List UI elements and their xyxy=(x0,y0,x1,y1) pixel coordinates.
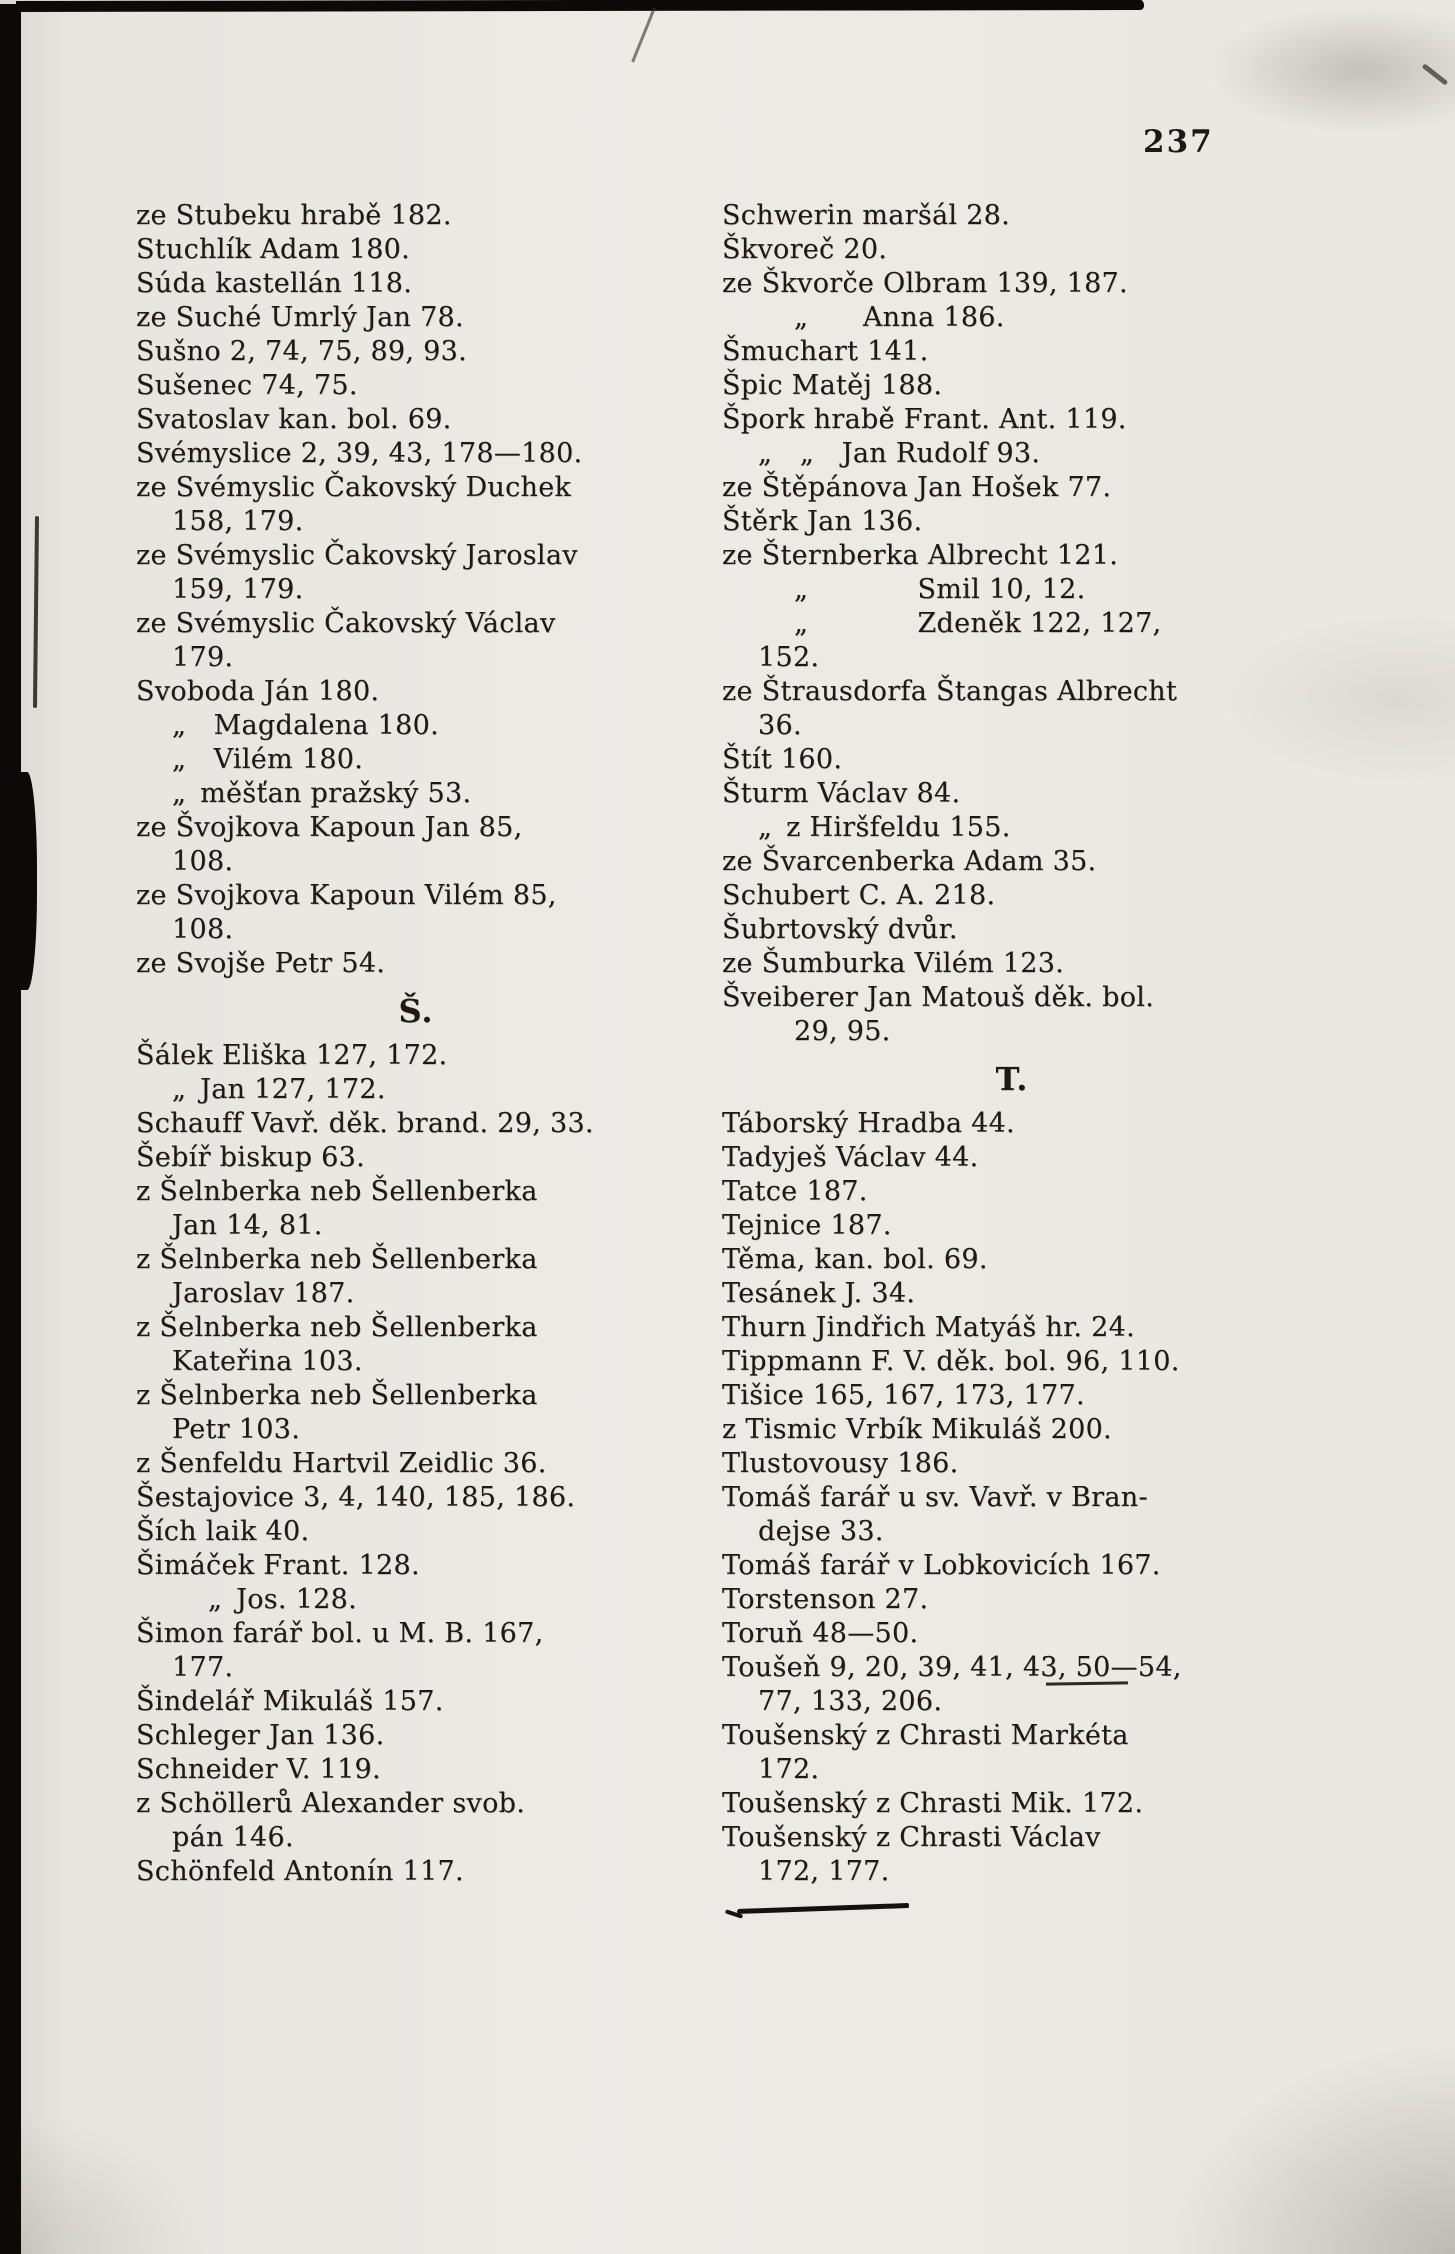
index-entry: pán 146. xyxy=(172,1822,294,1853)
index-entry: ze Suché Umrlý Jan 78. xyxy=(136,302,464,333)
index-entry: Súda kastellán 118. xyxy=(136,268,413,299)
page-number: 237 xyxy=(1143,124,1214,160)
index-entry: ze Štrausdorfa Štangas Albrecht xyxy=(722,676,1178,707)
index-entry: Štít 160. xyxy=(722,744,843,775)
index-entry: Šindelář Mikuláš 157. xyxy=(136,1686,444,1717)
scan-corner-mark xyxy=(1422,63,1449,85)
index-entry: Tadyješ Václav 44. xyxy=(722,1142,979,1173)
index-entry: dejse 33. xyxy=(758,1516,884,1547)
index-entry: ze Švojkova Kapoun Jan 85, xyxy=(136,812,523,843)
scan-margin-mark xyxy=(33,516,39,708)
index-entry: Petr 103. xyxy=(172,1414,301,1445)
scan-ink-blot xyxy=(15,772,37,990)
index-entry: 158, 179. xyxy=(172,506,304,537)
index-entry: „ z Hiršfeldu 155. xyxy=(758,812,1011,843)
index-entry: Schleger Jan 136. xyxy=(136,1720,385,1751)
index-entry: z Šelnberka neb Šellenberka xyxy=(136,1380,538,1411)
index-entry: Schneider V. 119. xyxy=(136,1754,381,1785)
index-entry: Šebíř biskup 63. xyxy=(136,1142,366,1173)
index-entry: Schubert C. A. 218. xyxy=(722,880,996,911)
index-entry: Jaroslav 187. xyxy=(172,1278,355,1309)
index-entry: Šestajovice 3, 4, 140, 185, 186. xyxy=(136,1482,576,1513)
index-entry: 179. xyxy=(172,642,234,673)
index-column-left xyxy=(136,199,696,1889)
index-entry: Kateřina 103. xyxy=(172,1346,363,1377)
index-entry: 172, 177. xyxy=(758,1856,890,1887)
index-entry: Svatoslav kan. bol. 69. xyxy=(136,404,452,435)
index-entry: ze Štěpánova Jan Hošek 77. xyxy=(722,472,1112,503)
index-entry: Šimáček Frant. 128. xyxy=(136,1550,420,1581)
index-entry: Šálek Eliška 127, 172. xyxy=(136,1040,448,1071)
index-entry: z Šelnberka neb Šellenberka xyxy=(136,1244,538,1275)
index-entry: z Šenfeldu Hartvil Zeidlic 36. xyxy=(136,1448,547,1479)
index-entry: Sušenec 74, 75. xyxy=(136,370,358,401)
index-entry: Táborský Hradba 44. xyxy=(722,1108,1015,1139)
index-entry: Schauff Vavř. děk. brand. 29, 33. xyxy=(136,1108,594,1139)
index-entry: z Šelnberka neb Šellenberka xyxy=(136,1176,538,1207)
index-entry: „ Magdalena 180. xyxy=(172,710,439,741)
index-entry: „ Smil 10, 12. xyxy=(794,574,1086,605)
index-entry: Těma, kan. bol. 69. xyxy=(722,1244,988,1275)
index-entry: Schwerin maršál 28. xyxy=(722,200,1011,231)
index-entry: Šubrtovský dvůr. xyxy=(722,914,958,945)
index-entry: ze Škvorče Olbram 139, 187. xyxy=(722,268,1128,299)
index-entry: Škvoreč 20. xyxy=(722,234,888,265)
index-column-right xyxy=(722,199,1302,1889)
index-entry: Toušenský z Chrasti Markéta xyxy=(722,1720,1129,1751)
index-entry: Špork hrabě Frant. Ant. 119. xyxy=(722,404,1127,435)
index-entry: Ších laik 40. xyxy=(136,1516,310,1547)
index-entry: ze Svémyslic Čakovský Václav xyxy=(136,608,556,639)
index-entry: Sušno 2, 74, 75, 89, 93. xyxy=(136,336,468,367)
index-entry: Špic Matěj 188. xyxy=(722,370,943,401)
index-entry: Toušeň 9, 20, 39, 41, 43, 50—54, xyxy=(722,1652,1182,1683)
index-entry: Tesánek J. 34. xyxy=(722,1278,916,1309)
index-entry: 29, 95. xyxy=(794,1016,891,1047)
index-entry: 108. xyxy=(172,914,234,945)
index-entry: z Schöllerů Alexander svob. xyxy=(136,1788,526,1819)
index-entry: ze Stubeku hrabě 182. xyxy=(136,200,452,231)
index-entry: 172. xyxy=(758,1754,820,1785)
index-entry: 159, 179. xyxy=(172,574,304,605)
index-entry: ze Šumburka Vilém 123. xyxy=(722,948,1065,979)
index-entry: z Šelnberka neb Šellenberka xyxy=(136,1312,538,1343)
index-entry: ze Šternberka Albrecht 121. xyxy=(722,540,1119,571)
index-entry: ze Svojkova Kapoun Vilém 85, xyxy=(136,880,557,911)
index-entry: Tomáš farář u sv. Vavř. v Bran- xyxy=(722,1482,1148,1513)
index-entry: Tatce 187. xyxy=(722,1176,868,1207)
section-heading: Š. xyxy=(398,992,434,1030)
pen-mark-artifact xyxy=(737,1903,909,1914)
index-entry: Stuchlík Adam 180. xyxy=(136,234,411,265)
section-heading: T. xyxy=(995,1060,1029,1098)
index-entry: „ měšťan pražský 53. xyxy=(172,778,472,809)
index-entry: Schönfeld Antonín 117. xyxy=(136,1856,464,1887)
scan-edge-left xyxy=(0,4,21,2254)
index-entry: 152. xyxy=(758,642,820,673)
index-entry: Toruň 48—50. xyxy=(722,1618,919,1649)
index-entry: Tippmann F. V. děk. bol. 96, 110. xyxy=(722,1346,1180,1377)
index-entry: Štěrk Jan 136. xyxy=(722,506,923,537)
index-entry: 177. xyxy=(172,1652,234,1683)
index-entry: ze Svémyslic Čakovský Duchek xyxy=(136,472,572,503)
index-entry: 36. xyxy=(758,710,802,741)
index-entry: Šimon farář bol. u M. B. 167, xyxy=(136,1618,544,1649)
index-entry: „ Vilém 180. xyxy=(172,744,364,775)
index-entry: „ Anna 186. xyxy=(794,302,1005,333)
index-entry: Torstenson 27. xyxy=(722,1584,929,1615)
scan-edge-top xyxy=(16,0,1144,12)
index-entry: Tlustovousy 186. xyxy=(722,1448,959,1479)
index-entry: „ Zdeněk 122, 127, xyxy=(794,608,1162,639)
index-entry: Tišice 165, 167, 173, 177. xyxy=(722,1380,1085,1411)
index-entry: Jan 14, 81. xyxy=(172,1210,323,1241)
index-entry: Šveiberer Jan Matouš děk. bol. xyxy=(722,982,1155,1013)
index-entry: Thurn Jindřich Matyáš hr. 24. xyxy=(722,1312,1135,1343)
index-entry: ze Svémyslic Čakovský Jaroslav xyxy=(136,540,578,571)
index-entry: Tomáš farář v Lobkovicích 167. xyxy=(722,1550,1161,1581)
index-entry: ze Švarcenberka Adam 35. xyxy=(722,846,1097,877)
index-entry: Šmuchart 141. xyxy=(722,336,929,367)
index-entry: z Tismic Vrbík Mikuláš 200. xyxy=(722,1414,1112,1445)
index-entry: „ „ Jan Rudolf 93. xyxy=(758,438,1041,469)
index-entry: 77, 133, 206. xyxy=(758,1686,943,1717)
index-entry: Toušenský z Chrasti Václav xyxy=(722,1822,1101,1853)
index-entry: „ Jan 127, 172. xyxy=(172,1074,386,1105)
index-entry: Toušenský z Chrasti Mik. 172. xyxy=(722,1788,1144,1819)
index-entry: Svémyslice 2, 39, 43, 178—180. xyxy=(136,438,583,469)
index-entry: Svoboda Ján 180. xyxy=(136,676,380,707)
scan-scratch xyxy=(631,8,656,63)
index-entry: 108. xyxy=(172,846,234,877)
index-entry: ze Svojše Petr 54. xyxy=(136,948,386,979)
index-entry: „ Jos. 128. xyxy=(208,1584,358,1615)
index-entry: Tejnice 187. xyxy=(722,1210,892,1241)
index-entry: Šturm Václav 84. xyxy=(722,778,961,809)
